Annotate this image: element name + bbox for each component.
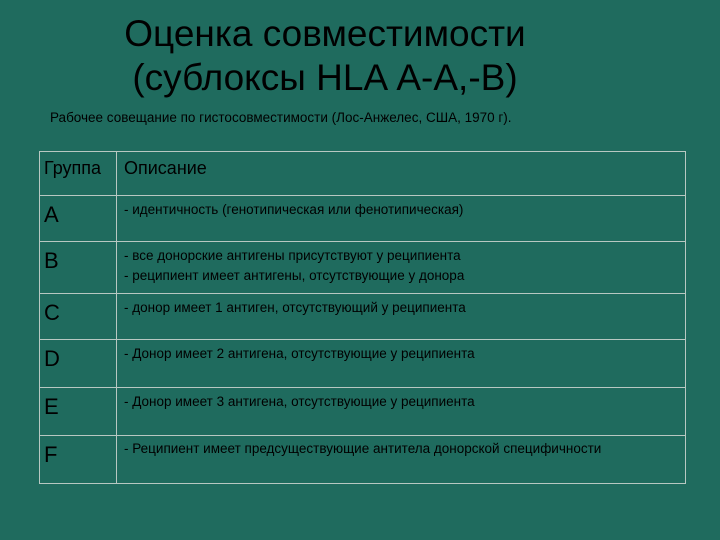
group-cell: B — [40, 242, 117, 294]
description-cell — [117, 436, 686, 484]
description-line: - Реципиент имеет предсуществующие антитела донорской специфичности — [124, 441, 602, 456]
table-row — [40, 388, 686, 436]
description-cell — [117, 294, 686, 340]
description-cell — [117, 196, 686, 242]
table-row — [40, 242, 686, 294]
group-cell: D — [40, 340, 117, 388]
title-line-1: Оценка совместимости — [124, 13, 526, 54]
compatibility-table — [39, 151, 686, 484]
group-cell: A — [40, 196, 117, 242]
table-row — [40, 436, 686, 484]
description-line: - реципиент имеет антигены, отсутствующие у донора — [124, 268, 465, 283]
description-cell — [117, 388, 686, 436]
slide-title — [0, 12, 650, 100]
table-header-row — [40, 152, 686, 196]
group-cell: F — [40, 436, 117, 484]
table-row — [40, 340, 686, 388]
description-line: - идентичность (генотипическая или фенотипическая) — [124, 202, 464, 217]
group-cell: C — [40, 294, 117, 340]
description-line: - Донор имеет 3 антигена, отсутствующие у реципиента — [124, 394, 475, 409]
table-row — [40, 294, 686, 340]
title-line-2: (сублоксы HLA А-А,-В) — [132, 57, 518, 98]
description-cell — [117, 340, 686, 388]
slide-subtitle: Рабочее совещание по гистосовместимости (Лос-Анжелес, США, 1970 г). — [50, 110, 512, 125]
header-group: Группа — [40, 152, 117, 196]
group-cell: E — [40, 388, 117, 436]
description-cell — [117, 242, 686, 294]
table-row — [40, 196, 686, 242]
header-description: Описание — [117, 152, 686, 196]
description-line: - все донорские антигены присутствуют у реципиента — [124, 248, 461, 263]
description-line: - Донор имеет 2 антигена, отсутствующие у реципиента — [124, 346, 475, 361]
description-line: - донор имеет 1 антиген, отсутствующий у реципиента — [124, 300, 466, 315]
